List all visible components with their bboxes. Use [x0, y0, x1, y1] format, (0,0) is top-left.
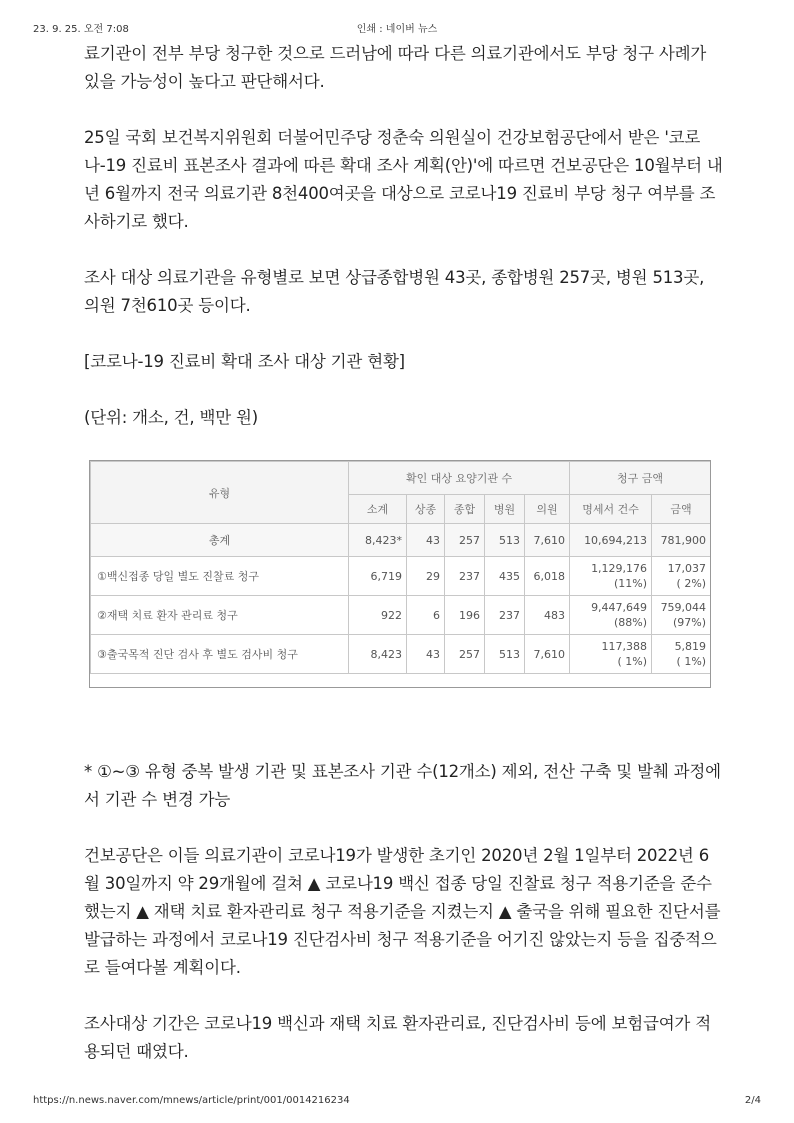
cell-subtotal: 8,423: [349, 635, 407, 674]
cell-hospital: 513: [485, 635, 525, 674]
header-tertiary: 상종: [407, 495, 445, 524]
cell-subtotal: 8,423*: [349, 524, 407, 557]
page-number: 2/4: [744, 1095, 761, 1106]
cell-clinic: 7,610: [525, 524, 570, 557]
cell-clinic: 483: [525, 596, 570, 635]
cell-subtotal: 922: [349, 596, 407, 635]
cell-hospital: 513: [485, 524, 525, 557]
claim-count-value: 117,388: [601, 640, 648, 653]
cell-general: 196: [445, 596, 485, 635]
header-claim-count: 명세서 건수: [570, 495, 652, 524]
paragraph-1: 료기관이 전부 부당 청구한 것으로 드러남에 따라 다른 의료기관에서도 부당 청구 사례가 있을 가능성이 높다고 판단해서다.: [84, 44, 707, 91]
cell-general: 257: [445, 524, 485, 557]
amount-value: 17,037: [667, 562, 707, 575]
table-row: [91, 596, 711, 635]
print-datetime: 23. 9. 25. 오전 7:08: [33, 24, 129, 35]
claim-count-pct: ( 1%): [617, 655, 648, 668]
paragraph-8: 조사대상 기간은 코로나19 백신과 재택 치료 환자관리료, 진단검사비 등에 보험급여가 적용되던 때였다.: [84, 1014, 711, 1061]
article-body-continued: [84, 758, 724, 1066]
paragraph-3: 조사 대상 의료기관을 유형별로 보면 상급종합병원 43곳, 종합병원 257곳, 병원 513곳, 의원 7천610곳 등이다.: [84, 268, 705, 315]
claim-count-value: 9,447,649: [591, 601, 648, 614]
cell-amount: [652, 557, 711, 596]
claim-count-value: 1,129,176: [591, 562, 648, 575]
header-amount: 금액: [652, 495, 711, 524]
amount-pct: ( 1%): [676, 655, 707, 668]
table-row: [91, 557, 711, 596]
amount-pct: (97%): [673, 616, 707, 629]
cell-general: 257: [445, 635, 485, 674]
paragraph-2: 25일 국회 보건복지위원회 더불어민주당 정춘숙 의원실이 건강보험공단에서 받은 '코로나-19 진료비 표본조사 결과에 따른 확대 조사 계획(안)'에 따르면 건보공단은 10월부터 내년 6월까지 전국 의료기관 8천400여곳을 대상으로 코로나19 진료비 부당 청구 여부를 조사하기로 했다.: [84, 128, 723, 231]
unit-note: (단위: 개소, 건, 백만 원): [84, 408, 259, 427]
claim-count-pct: (88%): [614, 616, 648, 629]
cell-clinic: 7,610: [525, 635, 570, 674]
cell-tertiary: 43: [407, 635, 445, 674]
table-caption: [코로나-19 진료비 확대 조사 대상 기관 현황]: [84, 352, 405, 371]
cell-claim-count: [570, 635, 652, 674]
header-clinic: 의원: [525, 495, 570, 524]
cell-tertiary: 6: [407, 596, 445, 635]
header-type: 유형: [91, 462, 349, 524]
article-body: [84, 40, 724, 432]
cell-general: 237: [445, 557, 485, 596]
header-institution-count: 확인 대상 요양기관 수: [349, 462, 570, 495]
cell-subtotal: 6,719: [349, 557, 407, 596]
paragraph-7: 건보공단은 이들 의료기관이 코로나19가 발생한 초기인 2020년 2월 1일부터 2022년 6월 30일까지 약 29개월에 걸쳐 ▲ 코로나19 백신 접종 당일 진찰료 청구 적용기준을 준수했는지 ▲ 재택 치료 환자관리료 청구 적용기준을 지켰는지 ▲ 출국을 위해 필요한 진단서를 발급하는 과정에서 코로나19 진단검사비 청구 적용기준을 어기진 않았는지 등을 집중적으로 들여다볼 계획이다.: [84, 846, 721, 977]
header-claim-amount: 청구 금액: [570, 462, 711, 495]
cell-amount: [652, 635, 711, 674]
page-url: https://n.news.naver.com/mnews/article/print/001/0014216234: [33, 1095, 350, 1106]
cell-claim-count: [570, 557, 652, 596]
row-label: 총계: [91, 524, 349, 557]
print-title: 인쇄 : 네이버 뉴스: [356, 24, 438, 35]
amount-value: 5,819: [674, 640, 707, 653]
cell-clinic: 6,018: [525, 557, 570, 596]
amount-pct: ( 2%): [676, 577, 707, 590]
cell-tertiary: 29: [407, 557, 445, 596]
cell-amount: [652, 596, 711, 635]
cell-tertiary: 43: [407, 524, 445, 557]
table-row-total: [91, 524, 711, 557]
row-label: ②재택 치료 환자 관리료 청구: [91, 596, 349, 635]
claim-count-pct: (11%): [614, 577, 648, 590]
table-row: [91, 635, 711, 674]
cell-hospital: 435: [485, 557, 525, 596]
header-subtotal: 소계: [349, 495, 407, 524]
survey-table-image: [89, 460, 711, 688]
cell-claim-count: [570, 596, 652, 635]
header-hospital: 병원: [485, 495, 525, 524]
cell-claim-count: 10,694,213: [570, 524, 652, 557]
cell-amount: 781,900: [652, 524, 711, 557]
amount-value: 759,044: [660, 601, 707, 614]
cell-hospital: 237: [485, 596, 525, 635]
row-label: ③출국목적 진단 검사 후 별도 검사비 청구: [91, 635, 349, 674]
survey-table: [90, 461, 711, 674]
header-general: 종합: [445, 495, 485, 524]
row-label: ①백신접종 당일 별도 진찰료 청구: [91, 557, 349, 596]
footnote: * ①~③ 유형 중복 발생 기관 및 표본조사 기관 수(12개소) 제외, 전산 구축 및 발췌 과정에서 기관 수 변경 가능: [84, 762, 721, 809]
